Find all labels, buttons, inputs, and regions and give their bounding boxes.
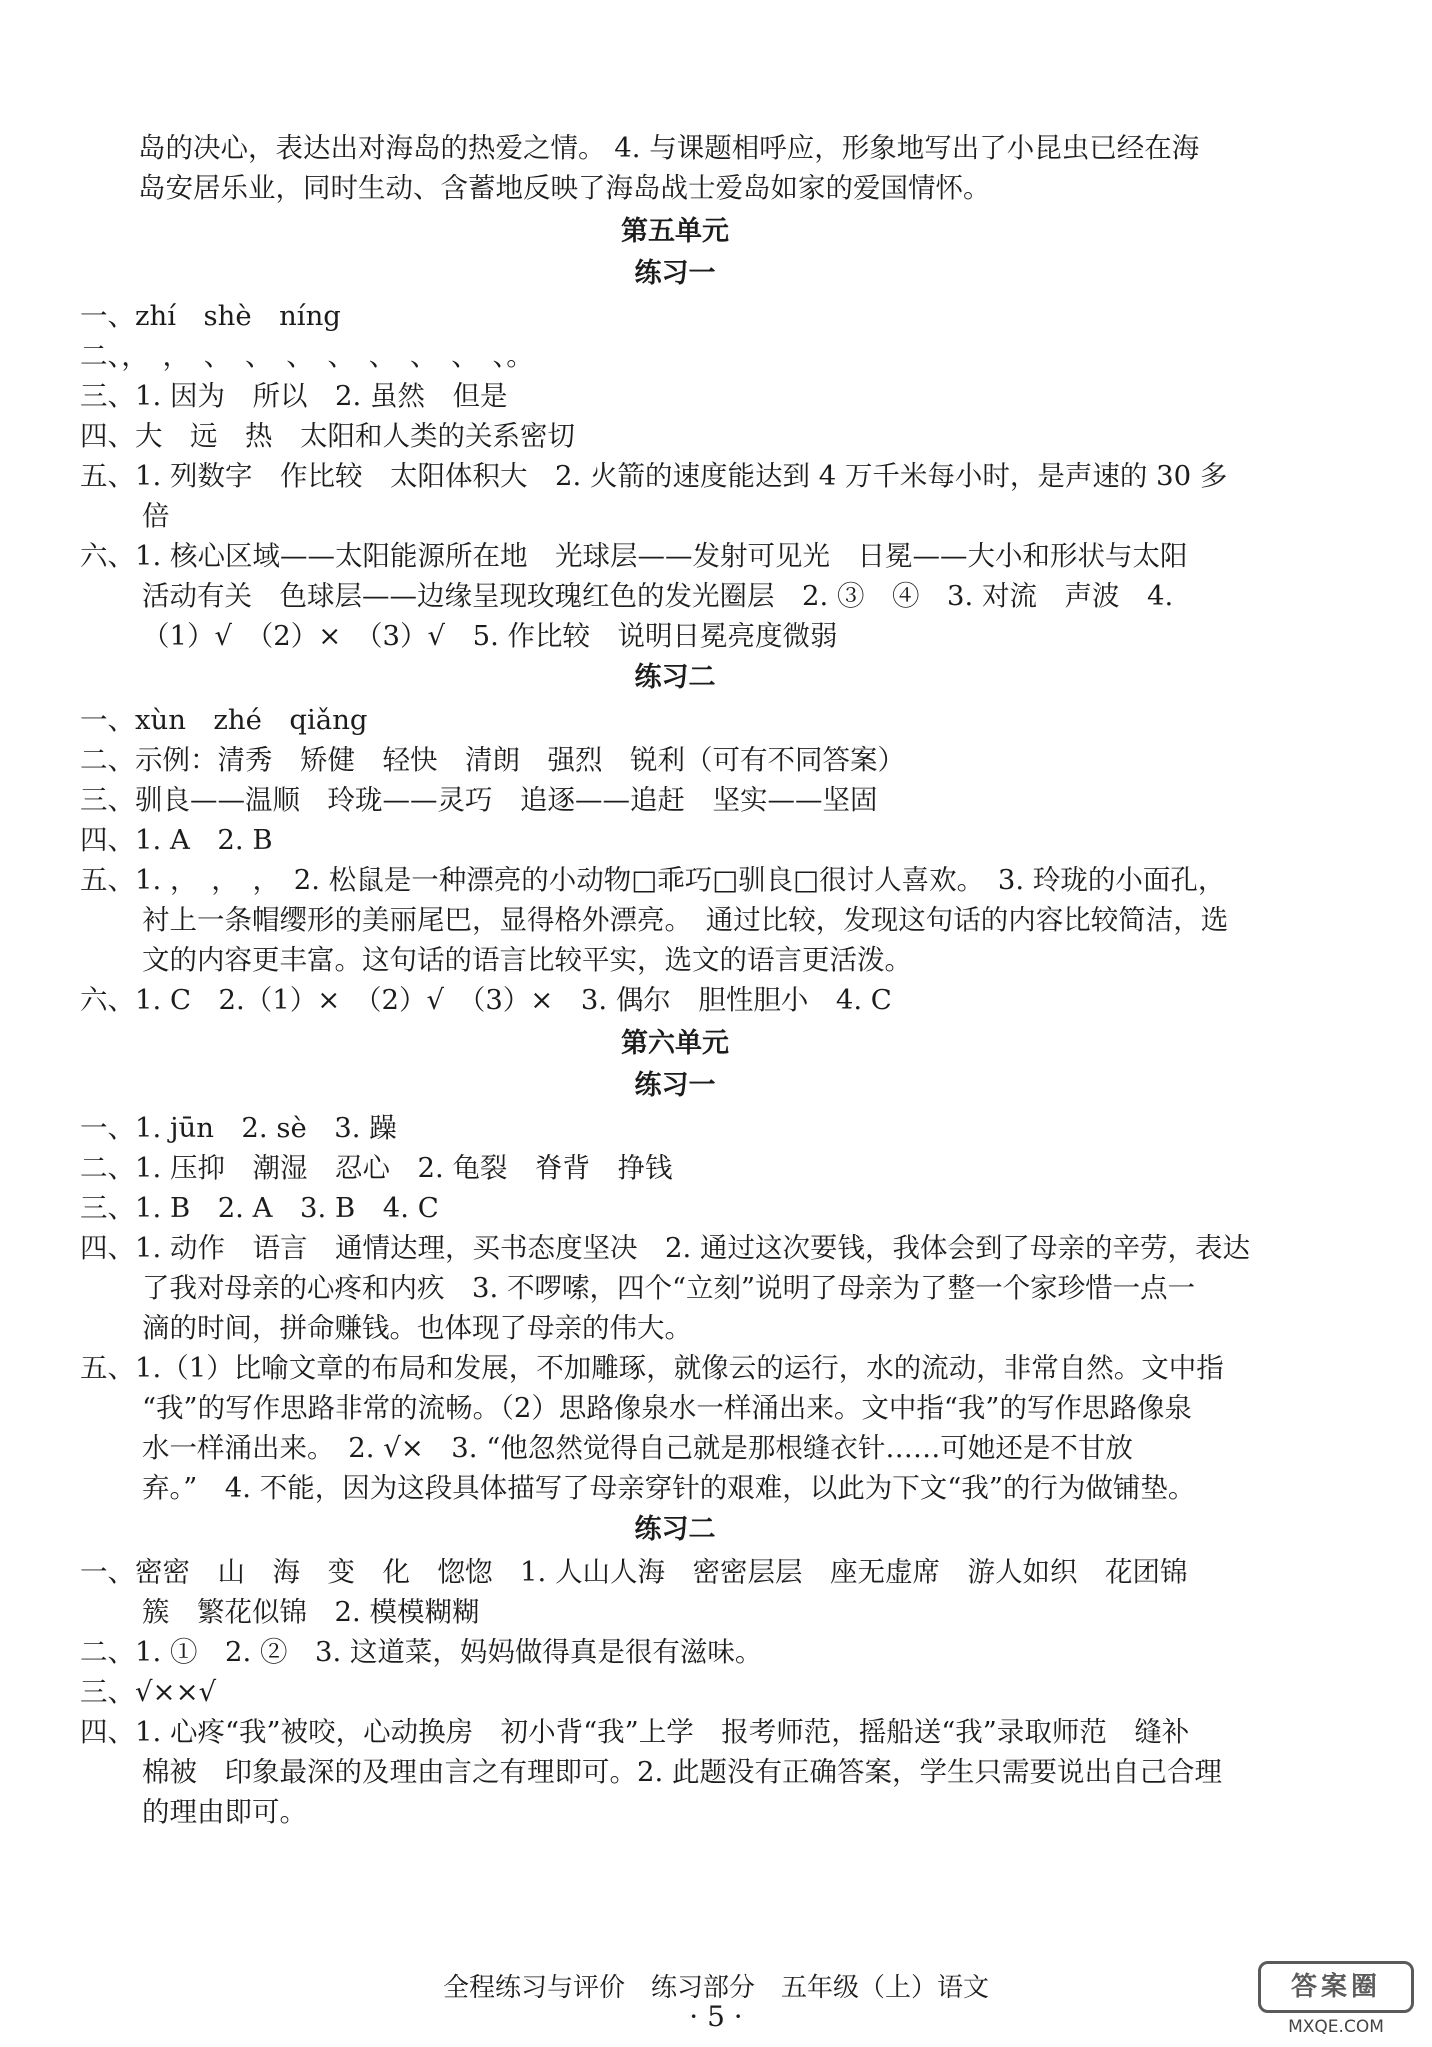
- answer-line: 倍: [142, 500, 170, 532]
- watermark-url: MXQE.COM: [1288, 2017, 1384, 2037]
- answer-line: 四、1. 动作 语言 通情达理，买书态度坚决 2. 通过这次要钱，我体会到了母亲的辛劳，表达: [80, 1232, 1250, 1264]
- page-number: · 5 ·: [689, 2000, 743, 2033]
- answer-line: 四、大 远 热 太阳和人类的关系密切: [80, 420, 575, 452]
- answer-line: 三、√××√: [80, 1676, 217, 1708]
- section-heading: 第五单元: [621, 216, 729, 247]
- answer-line: 二、， ， 、 、 、 、 、 、 、 、。: [80, 340, 534, 372]
- section-heading: 第六单元: [621, 1028, 729, 1059]
- answer-line: 弃。” 4. 不能，因为这段具体描写了母亲穿针的艰难，以此为下文“我”的行为做铺垫。: [142, 1472, 1196, 1504]
- answer-line: 水一样涌出来。 2. √× 3. “他忽然觉得自己就是那根缝衣针……可她还是不甘放: [142, 1432, 1133, 1464]
- answer-line: 五、1. 列数字 作比较 太阳体积大 2. 火箭的速度能达到 4 万千米每小时，是声速的 30 多: [80, 460, 1228, 492]
- answer-line: 三、驯良——温顺 玲珑——灵巧 追逐——追赶 坚实——坚固: [80, 784, 878, 816]
- answer-content: [80, 128, 1270, 1832]
- answer-line: 六、1. C 2.（1）× （2）√ （3）× 3. 偶尔 胆性胆小 4. C: [80, 984, 892, 1016]
- answer-line: 的理由即可。: [142, 1796, 307, 1828]
- section-heading: 练习一: [634, 258, 716, 289]
- section-heading: 练习一: [634, 1070, 716, 1101]
- answer-line: 簇 繁花似锦 2. 模模糊糊: [142, 1596, 480, 1628]
- answer-line: 三、1. 因为 所以 2. 虽然 但是: [80, 380, 508, 412]
- answer-line: 衬上一条帽缨形的美丽尾巴，显得格外漂亮。 通过比较，发现这句话的内容比较简洁，选: [142, 904, 1229, 936]
- watermark: [1256, 1961, 1416, 2037]
- answer-line: 六、1. 核心区域——太阳能源所在地 光球层——发射可见光 日冕——大小和形状与太阳: [80, 540, 1188, 572]
- answer-line: 五、1.（1）比喻文章的布局和发展，不加雕琢，就像云的运行，水的流动，非常自然。文中指: [80, 1352, 1224, 1384]
- footer-title: 全程练习与评价 练习部分 五年级（上）语文: [442, 1973, 989, 2003]
- answer-line: 活动有关 色球层——边缘呈现玫瑰红色的发光圈层 2. ③ ④ 3. 对流 声波 4.: [142, 580, 1174, 612]
- answer-line: 了我对母亲的心疼和内疚 3. 不啰嗦，四个“立刻”说明了母亲为了整一个家珍惜一点一: [142, 1272, 1196, 1304]
- answer-line: 二、1. 压抑 潮湿 忍心 2. 龟裂 脊背 挣钱: [80, 1152, 673, 1184]
- answer-line: 一、zhí shè níng: [80, 300, 341, 332]
- watermark-logo: 答案圈: [1258, 1961, 1414, 2013]
- answer-line: 四、1. A 2. B: [80, 824, 273, 856]
- answer-line: 岛安居乐业，同时生动、含蓄地反映了海岛战士爱岛如家的爱国情怀。: [138, 172, 991, 204]
- answer-line: 三、1. B 2. A 3. B 4. C: [80, 1192, 439, 1224]
- section-heading: 练习二: [634, 662, 716, 693]
- answer-line: （1）√ （2）× （3）√ 5. 作比较 说明日冕亮度微弱: [142, 620, 838, 652]
- answer-line: 一、密密 山 海 变 化 惚惚 1. 人山人海 密密层层 座无虚席 游人如织 花团锦: [80, 1556, 1188, 1588]
- answer-line: 滴的时间，拼命赚钱。也体现了母亲的伟大。: [142, 1312, 692, 1344]
- answer-line: 二、示例：清秀 矫健 轻快 清朗 强烈 锐利（可有不同答案）: [80, 744, 905, 776]
- answer-line: 五、1. ， ， ， 2. 松鼠是一种漂亮的小动物□乖巧□驯良□很讨人喜欢。 3. 玲珑的小面孔，: [80, 864, 1226, 896]
- answer-line: “我”的写作思路非常的流畅。（2）思路像泉水一样涌出来。文中指“我”的写作思路像泉: [142, 1392, 1192, 1424]
- answer-line: 四、1. 心疼“我”被咬，心动换房 初小背“我”上学 报考师范，摇船送“我”录取师范 缝补: [80, 1716, 1190, 1748]
- answer-line: 二、1. ① 2. ② 3. 这道菜，妈妈做得真是很有滋味。: [80, 1636, 763, 1668]
- answer-line: 一、1. jūn 2. sè 3. 躁: [80, 1112, 397, 1144]
- section-heading: 练习二: [634, 1514, 716, 1545]
- answer-line: 文的内容更丰富。这句话的语言比较平实，选文的语言更活泼。: [142, 944, 912, 976]
- answer-line: 一、xùn zhé qiǎng: [80, 704, 368, 736]
- answer-line: 棉被 印象最深的及理由言之有理即可。2. 此题没有正确答案，学生只需要说出自己合理: [142, 1756, 1222, 1788]
- answer-line: 岛的决心，表达出对海岛的热爱之情。 4. 与课题相呼应，形象地写出了小昆虫已经在海: [138, 132, 1200, 164]
